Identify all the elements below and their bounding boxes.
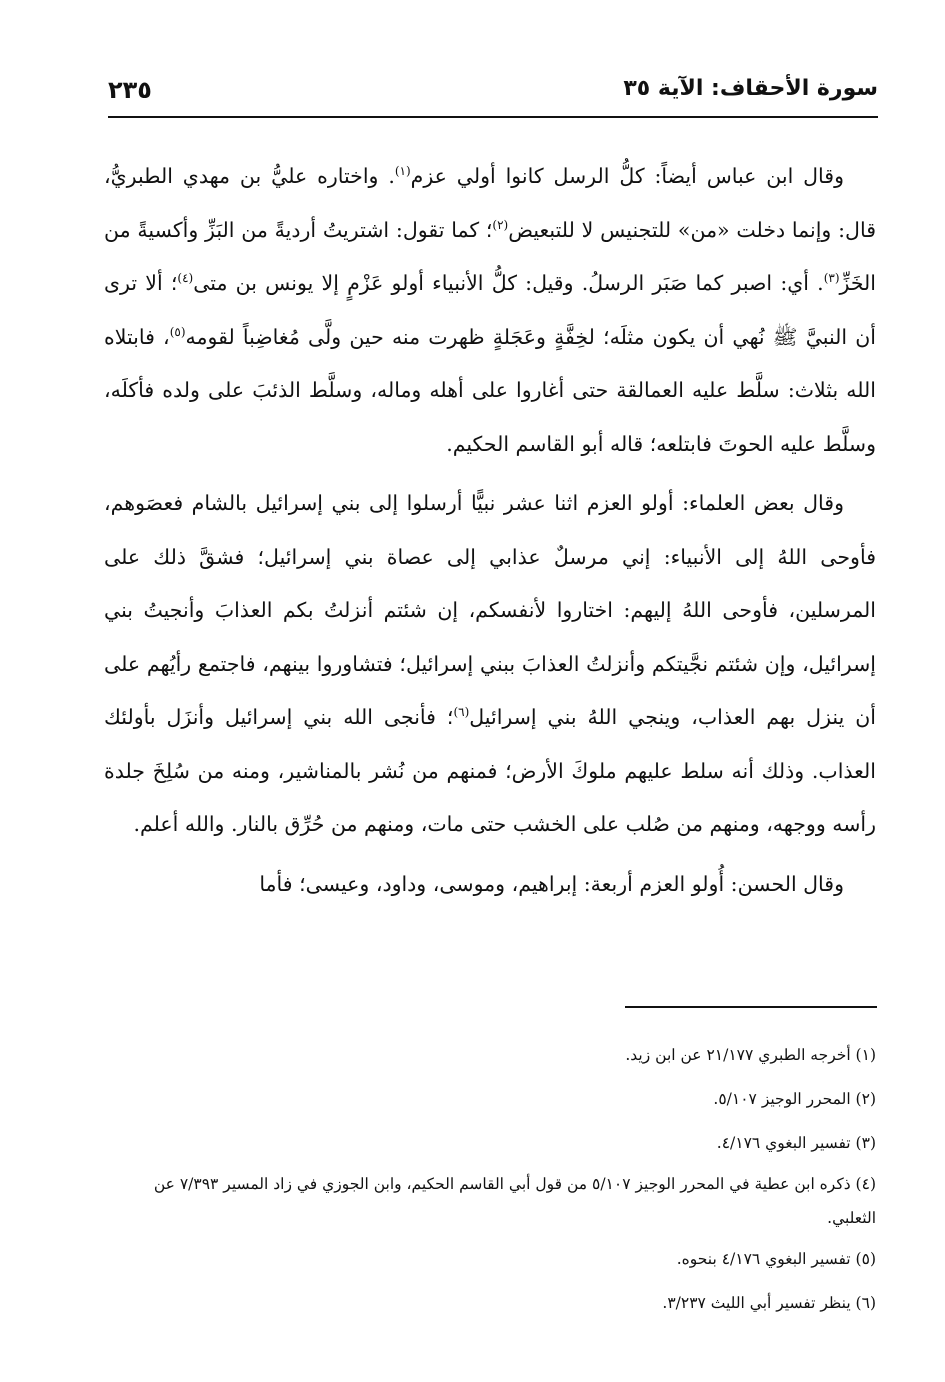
- footnote-ref-4[interactable]: (٤): [177, 271, 194, 286]
- main-text: [104, 150, 876, 917]
- page-header: [108, 68, 878, 118]
- text-run: وقال الحسن: أُولو العزم أربعة: إبراهيم، وموسى، وداود، وعيسى؛ فأما: [259, 871, 844, 896]
- text-run: وقال ابن عباس أيضاً: كلُّ الرسل كانوا أولي عزم: [410, 164, 844, 188]
- footnote-divider: [625, 1006, 877, 1008]
- footnote-2: (٢) المحرر الوجيز ٥/١٠٧.: [713, 1090, 876, 1108]
- footnote-5: (٥) تفسير البغوي ٤/١٧٦ بنحوه.: [676, 1250, 876, 1268]
- text-run: ؛ فأنجى الله بني إسرائيل وأنزَل بأولئك العذاب. وذلك أنه سلط عليهم ملوكَ الأرض؛ فمنهم من نُشر بالمناشير، ومنه من سُلِخَ جلدة رأسه ووجهه، ومنهم من صُلب على الخشب حتى مات، ومنهم من حُرِّق بالنار. والله أعلم.: [104, 705, 876, 836]
- paragraph-2: [104, 477, 876, 852]
- footnote-ref-3[interactable]: (٣): [823, 271, 840, 286]
- paragraph-3: [104, 858, 876, 912]
- text-run: ؛ كما تقول: اشتريتُ أرديةً من البَزِّ وأكسيةً من الخَزِّ: [104, 217, 877, 295]
- footnote-1: (١) أخرجه الطبري ٢١/١٧٧ عن ابن زيد.: [625, 1046, 876, 1064]
- footnote-ref-1[interactable]: (١): [394, 164, 411, 179]
- text-run: وقال بعض العلماء: أولو العزم اثنا عشر نبيًّا أرسلوا إلى بني إسرائيل بالشام فعصَوهم، فأوحى اللهُ إلى الأنبياء: إني مرسلٌ عذابي إلى عصاة بني إسرائيل؛ فشقَّ ذلك على المرسلين، فأوحى اللهُ إليهم: اختاروا لأنفسكم، إن شئتم أنزلتُ بكم العذابَ وأنجيتُ بني إسرائيل، وإن شئتم نجَّيتكم وأنزلتُ العذابَ ببني إسرائيل؛ فتشاوروا بينهم، فاجتمع رأيُهم على أن ينزل بهم العذاب، وينجي اللهُ بني إسرائيل: [104, 491, 876, 729]
- footnote-ref-2[interactable]: (٢): [492, 217, 509, 232]
- footnote-ref-6[interactable]: (٦): [453, 705, 470, 720]
- header-divider: [108, 116, 878, 118]
- text-run: ؛ ألا ترى أن النبيَّ ﷺ نُهي أن يكون مثلَه؛ لخِفَّةٍ وعَجَلةٍ ظهرت منه حين ولَّى مُغاضِباً لقومه: [104, 271, 876, 349]
- footnote-3: (٣) تفسير البغوي ٤/١٧٦.: [716, 1134, 876, 1152]
- footnote-4: (٤) ذكره ابن عطية في المحرر الوجيز ٥/١٠٧ من قول أبي القاسم الحكيم، وابن الجوزي في زاد المسير ٧/٣٩٣ عن الثعلبي.: [153, 1175, 876, 1227]
- text-run: ، فابتلاه الله بثلاث: سلَّط عليه العمالقة حتى أغاروا على أهله وماله، وسلَّط الذئبَ على ولده فأكلَه، وسلَّط عليه الحوتَ فابتلعه؛ قاله أبو القاسم الحكيم.: [104, 324, 876, 456]
- footnote-6: (٦) ينظر تفسير أبي الليث ٣/٢٣٧.: [662, 1294, 876, 1312]
- running-head-title: سورة الأحقاف: الآية ٣٥: [623, 76, 878, 101]
- paragraph-1: [104, 150, 876, 471]
- footnote-ref-5[interactable]: (٥): [169, 324, 186, 339]
- footnotes: [104, 1035, 876, 1327]
- page-number: ٢٣٥: [108, 76, 152, 104]
- text-run: . واختاره عليُّ بن مهدي الطبريُّ، قال: وإنما دخلت «من» للتجنيس لا للتبعيض: [104, 164, 876, 242]
- text-run: . أي: اصبر كما صَبَر الرسلُ. وقيل: كلُّ الأنبياء أولو عَزْمٍ إلا يونس بن متى: [193, 271, 824, 295]
